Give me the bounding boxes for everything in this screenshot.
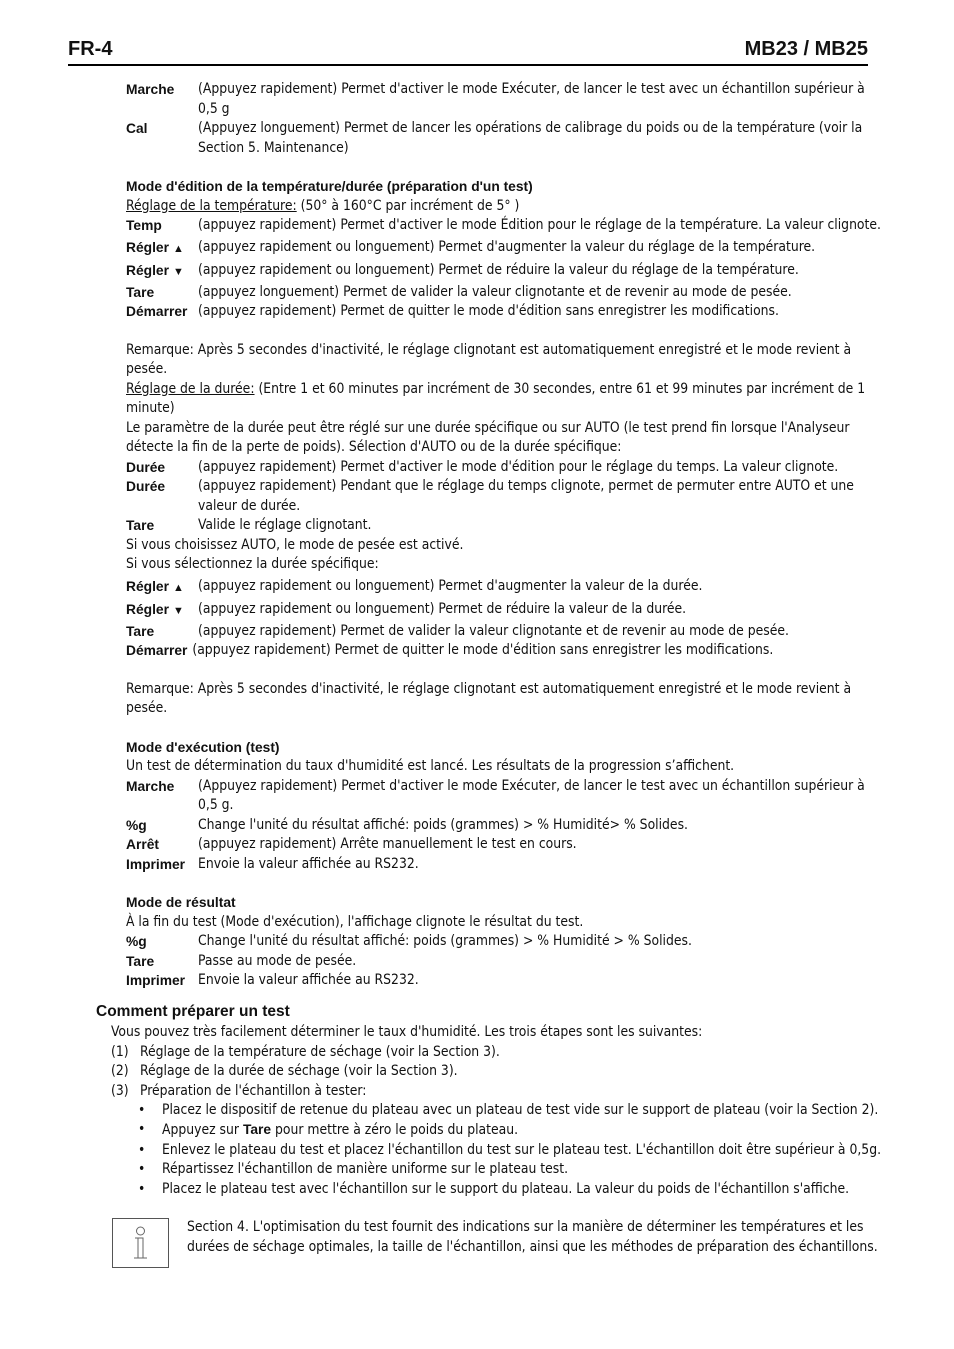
key-label: Démarrer (126, 643, 188, 658)
list-item (111, 1043, 896, 1062)
key-label: Marche (126, 778, 175, 794)
key-description: (appuyez longuement) Permet de valider la valeur clignotante et de revenir au mode de pesée. (198, 283, 792, 300)
down-arrow-icon: ▼ (172, 266, 184, 278)
step-text: Réglage de la durée de séchage (voir la Section 3). (140, 1063, 458, 1080)
info-icon (112, 1218, 169, 1268)
prepare-heading: Comment préparer un test (96, 1003, 290, 1020)
step-text: Préparation de l'échantillon à tester: (140, 1082, 367, 1099)
key-label: %g (126, 817, 147, 833)
up-arrow-icon: ▲ (172, 581, 184, 594)
key-description: (appuyez rapidement ou longuement) Permet d'augmenter la valeur du réglage de la température. (198, 238, 816, 255)
key-label: Tare (126, 953, 155, 969)
key-row (126, 835, 886, 855)
key-row (126, 622, 886, 642)
key-row (126, 119, 886, 158)
key-description: (appuyez rapidement) Permet de quitter le mode d'édition sans enregistrer les modifications. (198, 303, 779, 319)
edit-mode-heading: Mode d'édition de la température/durée (préparation d'un test) (126, 179, 533, 194)
key-description: (appuyez rapidement) Permet de valider la valeur clignotante et de revenir au mode de pesée. (198, 622, 789, 639)
run-mode-intro: Un test de détermination du taux d'humidité est lancé. Les résultats de la progression s’affichent. (126, 758, 735, 774)
key-description: (appuyez rapidement) Pendant que le réglage du temps clignote, permet de permuter entre AUTO et une valeur de durée. (198, 478, 854, 514)
temp-setting-label: Réglage de la température: (126, 197, 297, 214)
note-text: Section 4. L'optimisation du test fournit des indications sur la manière de déterminer les températures et les durées de séchage optimales, la taille de l'échantillon, ainsi que les méthodes de préparation des échantillons. (187, 1219, 878, 1255)
list-item: • Répartissez l'échantillon de manière uniforme sur le plateau test. (162, 1160, 896, 1179)
key-description: (appuyez rapidement) Permet d'activer le mode Édition pour le réglage de la température. La valeur clignote. (198, 217, 881, 233)
key-description: (Appuyez rapidement) Permet d'activer le mode Exécuter, de lancer le test avec un échantillon supérieur à 0,5 g (198, 81, 865, 117)
key-label: Régler ▲ (126, 239, 184, 255)
key-description: (appuyez rapidement ou longuement) Permet de réduire la valeur de la durée. (198, 601, 687, 617)
key-row (126, 932, 886, 952)
key-row (126, 516, 886, 536)
key-description: (appuyez rapidement) Permet de quitter le mode d'édition sans enregistrer les modifications. (192, 642, 774, 658)
main-content (126, 80, 886, 991)
key-row (126, 477, 886, 516)
key-description: Change l'unité du résultat affiché: poids (grammes) > % Humidité > % Solides. (198, 933, 692, 949)
steps-list (96, 1043, 896, 1101)
key-description: (Appuyez longuement) Permet de lancer les opérations de calibrage du poids ou de la température (voir la Section 5. Maintenance) (198, 120, 863, 156)
key-description: Change l'unité du résultat affiché: poids (grammes) > % Humidité> % Solides. (198, 816, 688, 833)
spacer (126, 661, 886, 680)
key-label: Régler ▲ (126, 578, 184, 594)
list-item: • Placez le dispositif de retenue du plateau avec un plateau de test vide sur le support de plateau (voir la Section 2). (162, 1101, 896, 1120)
key-row (126, 302, 886, 322)
key-description: (Appuyez rapidement) Permet d'activer le mode Exécuter, de lancer le test avec un échantillon supérieur à 0,5 g. (198, 777, 865, 813)
key-row (126, 458, 886, 478)
key-description: (appuyez rapidement ou longuement) Permet de réduire la valeur du réglage de la température. (198, 262, 799, 278)
temp-setting-line (126, 197, 886, 217)
key-description: (appuyez rapidement) Arrête manuellement le test en cours. (198, 836, 577, 852)
prepare-section (96, 1002, 896, 1199)
duration-setting-label: Réglage de la durée: (126, 380, 255, 397)
key-label: Marche (126, 82, 175, 97)
key-label: Imprimer (126, 973, 186, 988)
temp-setting-range: (50° à 160°C par incrément de 5° ) (300, 197, 520, 214)
key-label: Durée (126, 459, 166, 475)
key-description: (appuyez rapidement ou longuement) Permet d'augmenter la valeur de la durée. (198, 577, 703, 594)
key-description: (appuyez rapidement) Permet d'activer le mode d'édition pour le réglage du temps. La valeur clignote. (198, 458, 839, 475)
prepare-intro: Vous pouvez très facilement déterminer le taux d'humidité. Les trois étapes sont les suivantes: (111, 1024, 703, 1041)
key-label: Régler ▼ (126, 602, 184, 617)
remark: Remarque: Après 5 secondes d'inactivité, le réglage clignotant est automatiquement enregistré et le mode revient à pesée. (126, 341, 852, 377)
list-item: • Enlevez le plateau du test et placez l'échantillon du test sur le plateau test. L'échantillon doit être supérieur à 0,5g. (162, 1141, 896, 1160)
tare-key: Tare (242, 1122, 272, 1138)
key-row (126, 238, 886, 260)
key-row (126, 777, 886, 816)
step-number: (2) (111, 1063, 129, 1080)
key-label: Arrêt (126, 837, 159, 852)
key-row (126, 80, 886, 119)
key-row (126, 216, 886, 236)
key-row (126, 855, 886, 875)
key-label: Tare (126, 284, 155, 300)
key-row (126, 816, 886, 836)
remark: Remarque: Après 5 secondes d'inactivité, le réglage clignotant est automatiquement enregistré et le mode revient à pesée. (126, 680, 852, 716)
key-label: Durée (126, 479, 166, 494)
info-note (112, 1218, 882, 1268)
key-label: Temp (126, 218, 162, 233)
key-description: Passe au mode de pesée. (198, 952, 357, 969)
list-item: • Appuyez sur Tare pour mettre à zéro le poids du plateau. (162, 1120, 896, 1140)
duration-setting-line (126, 380, 886, 419)
key-row (126, 283, 886, 303)
model-title: MB23 / MB25 (744, 38, 868, 60)
list-item: • Placez le plateau test avec l'échantillon sur le support du plateau. La valeur du poids de l'échantillon s'affiche. (162, 1180, 896, 1199)
key-label: Tare (126, 518, 155, 533)
key-description: Envoie la valeur affichée au RS232. (198, 855, 419, 872)
step-number: (1) (111, 1043, 129, 1060)
specific-line: Si vous sélectionnez la durée spécifique: (126, 556, 379, 572)
result-mode-heading: Mode de résultat (126, 895, 236, 910)
key-row (126, 952, 886, 972)
key-row (126, 641, 886, 661)
key-label: Tare (126, 623, 155, 639)
page-header (68, 36, 868, 66)
list-item (111, 1062, 896, 1081)
page-number: FR-4 (68, 38, 113, 60)
key-label: %g (126, 934, 147, 949)
spacer (126, 322, 886, 341)
result-mode-intro: À la fin du test (Mode d'exécution), l'affichage clignote le résultat du test. (126, 913, 584, 930)
duration-setting-range: (Entre 1 et 60 minutes par incrément de 30 secondes, entre 61 et 99 minutes par incrément de 1 minute) (126, 380, 866, 416)
run-mode-heading: Mode d'exécution (test) (126, 739, 280, 755)
key-row (126, 261, 886, 283)
bullet-list (96, 1101, 896, 1199)
auto-line: Si vous choisissez AUTO, le mode de pesée est activé. (126, 536, 464, 553)
key-label: Démarrer (126, 304, 188, 319)
key-label: Imprimer (126, 856, 186, 872)
key-description: Valide le réglage clignotant. (198, 517, 372, 533)
duration-intro: Le paramètre de la durée peut être réglé sur une durée spécifique ou sur AUTO (le test prend fin lorsque l'Analyseur détecte la fin de la perte de poids). Sélection d'AUTO ou de la durée spécifique: (126, 419, 850, 455)
down-arrow-icon: ▼ (172, 605, 184, 617)
key-row (126, 577, 886, 599)
step-text: Réglage de la température de séchage (voir la Section 3). (140, 1043, 500, 1060)
key-label: Cal (126, 121, 148, 136)
list-item (111, 1082, 896, 1101)
key-description: Envoie la valeur affichée au RS232. (198, 972, 419, 988)
step-number: (3) (111, 1082, 129, 1099)
key-label: Régler ▼ (126, 263, 184, 278)
up-arrow-icon: ▲ (172, 242, 184, 255)
key-row (126, 600, 886, 622)
key-row (126, 971, 886, 991)
